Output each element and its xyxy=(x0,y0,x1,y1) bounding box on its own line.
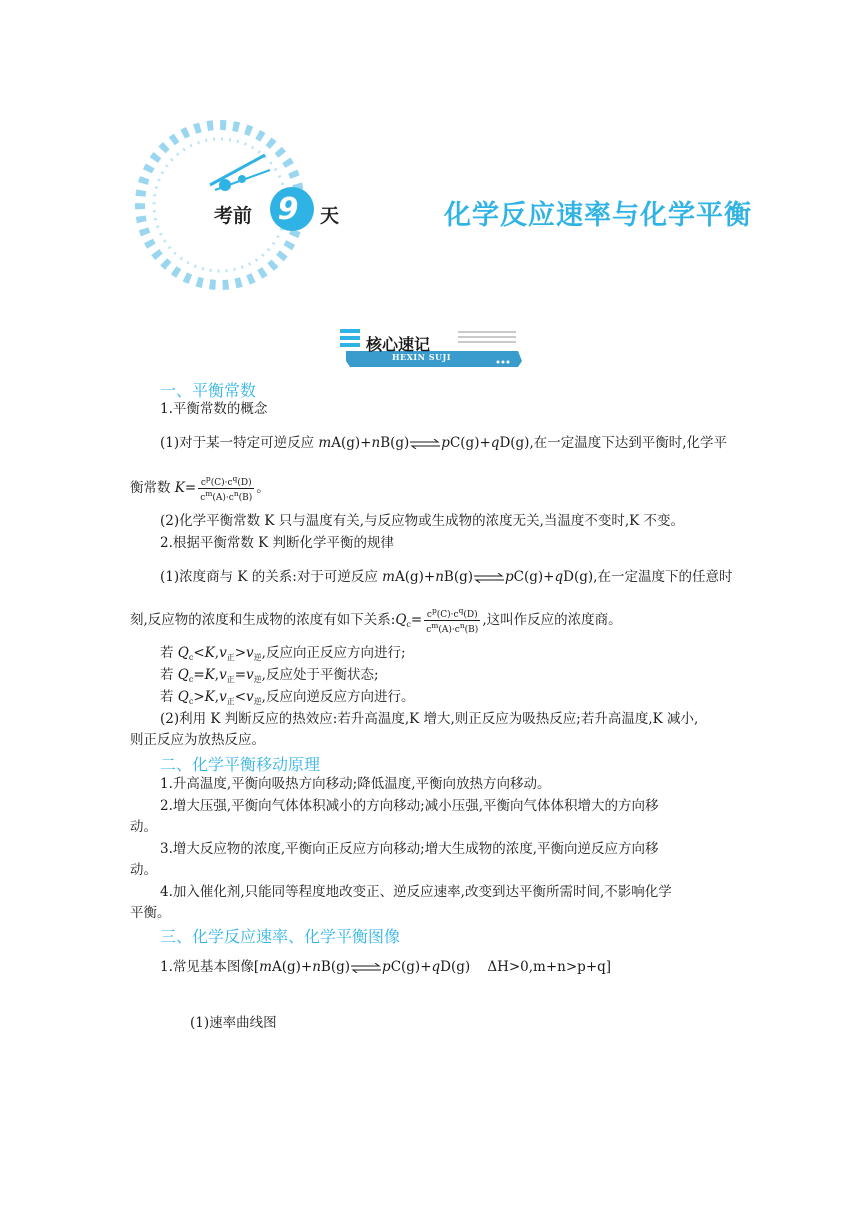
equilibrium-arrow-icon xyxy=(351,963,381,973)
equilibrium-constant-fraction: $\frac{c^p(C)\cdot c^q(D)}{c^m(A)\cdot c^n(B)}$ xyxy=(200,474,253,503)
paragraph-1-3a: (1)浓度商与 K 的关系:对于可逆反应 mA(g)+nB(g) pC(g)+qD(g),在一定温度下的任意时 xyxy=(160,569,733,585)
list-item-2-4b: 平衡。 xyxy=(130,905,171,921)
condition-2: 若 $Q_c=K,v_正=v_逆$,反应处于平衡状态; xyxy=(160,667,379,684)
banner-suffix: 天 xyxy=(320,205,340,227)
paragraph-1-4a: (2)利用 K 判断反应的热效应:若升高温度,K 增大,则正反应为吸热反应;若升高温度,K 减小, xyxy=(160,711,699,727)
condition-1: 若 $Q_c<K,v_正>v_逆$,反应向正反应方向进行; xyxy=(160,645,406,662)
subheading-1-2: 2.根据平衡常数 K 判断化学平衡的规律 xyxy=(160,535,395,551)
list-item-2-3a: 3.增大反应物的浓度,平衡向正反应方向移动;增大生成物的浓度,平衡向逆反应方向移 xyxy=(160,841,659,857)
list-item-2-2a: 2.增大压强,平衡向气体体积减小的方向移动;减小压强,平衡向气体体积增大的方向移 xyxy=(160,798,659,814)
list-item-2-3b: 动。 xyxy=(130,862,157,878)
list-item-2-1: 1.升高温度,平衡向吸热方向移动;降低温度,平衡向放热方向移动。 xyxy=(160,776,551,792)
list-item-2-4a: 4.加入催化剂,只能同等程度地改变正、逆反应速率,改变到达平衡所需时间,不影响化学 xyxy=(160,884,672,900)
paragraph-1-3b: 刻,反应物的浓度和生成物的浓度有如下关系$:Q_c=$ $\frac{c^p(C)\cdot c^q(D)}{c^m(A)\cdot c^n(B)}$ ,这叫作反应的浓度商。 xyxy=(130,606,622,635)
banner-day-number: 9 xyxy=(277,192,299,227)
reaction-quotient-fraction: $\frac{c^p(C)\cdot c^q(D)}{c^m(A)\cdot c^n(B)}$ xyxy=(426,606,479,635)
list-item-2-2b: 动。 xyxy=(130,819,157,835)
subheading-1-1: 1.平衡常数的概念 xyxy=(160,401,268,417)
section-heading-1: 一、平衡常数 xyxy=(160,381,257,400)
subheading-3-1: (1)速率曲线图 xyxy=(190,1015,277,1031)
equilibrium-arrow-icon xyxy=(410,439,440,449)
list-item-3-1: 1.常见基本图像[mA(g)+nB(g) pC(g)+qD(g) ΔH>0,m+n>p+q] xyxy=(160,959,612,975)
page-title: 化学反应速率与化学平衡 xyxy=(444,200,752,231)
paragraph-1-2: (2)化学平衡常数 K 只与温度有关,与反应物或生成物的浓度无关,当温度不变时,K 不变。 xyxy=(160,513,685,529)
section-badge-pinyin: HEXIN SUJI xyxy=(392,352,451,362)
paragraph-1-4b: 则正反应为放热反应。 xyxy=(130,732,265,748)
equilibrium-arrow-icon xyxy=(474,573,504,583)
section-heading-2: 二、化学平衡移动原理 xyxy=(160,755,321,774)
condition-3: 若 $Q_c>K,v_正<v_逆$,反应向逆反应方向进行。 xyxy=(160,689,415,706)
section-heading-3: 三、化学反应速率、化学平衡图像 xyxy=(160,927,401,946)
paragraph-1-1a: (1)对于某一特定可逆反应 mA(g)+nB(g) pC(g)+qD(g),在一定温度下达到平衡时,化学平 xyxy=(160,435,728,451)
banner-prefix: 考前 xyxy=(214,205,253,227)
section-badge-title: 核心速记 xyxy=(366,335,431,354)
paragraph-1-1b: 衡常数 K= $\frac{c^p(C)\cdot c^q(D)}{c^m(A)\cdot c^n(B)}$ 。 xyxy=(130,474,270,503)
